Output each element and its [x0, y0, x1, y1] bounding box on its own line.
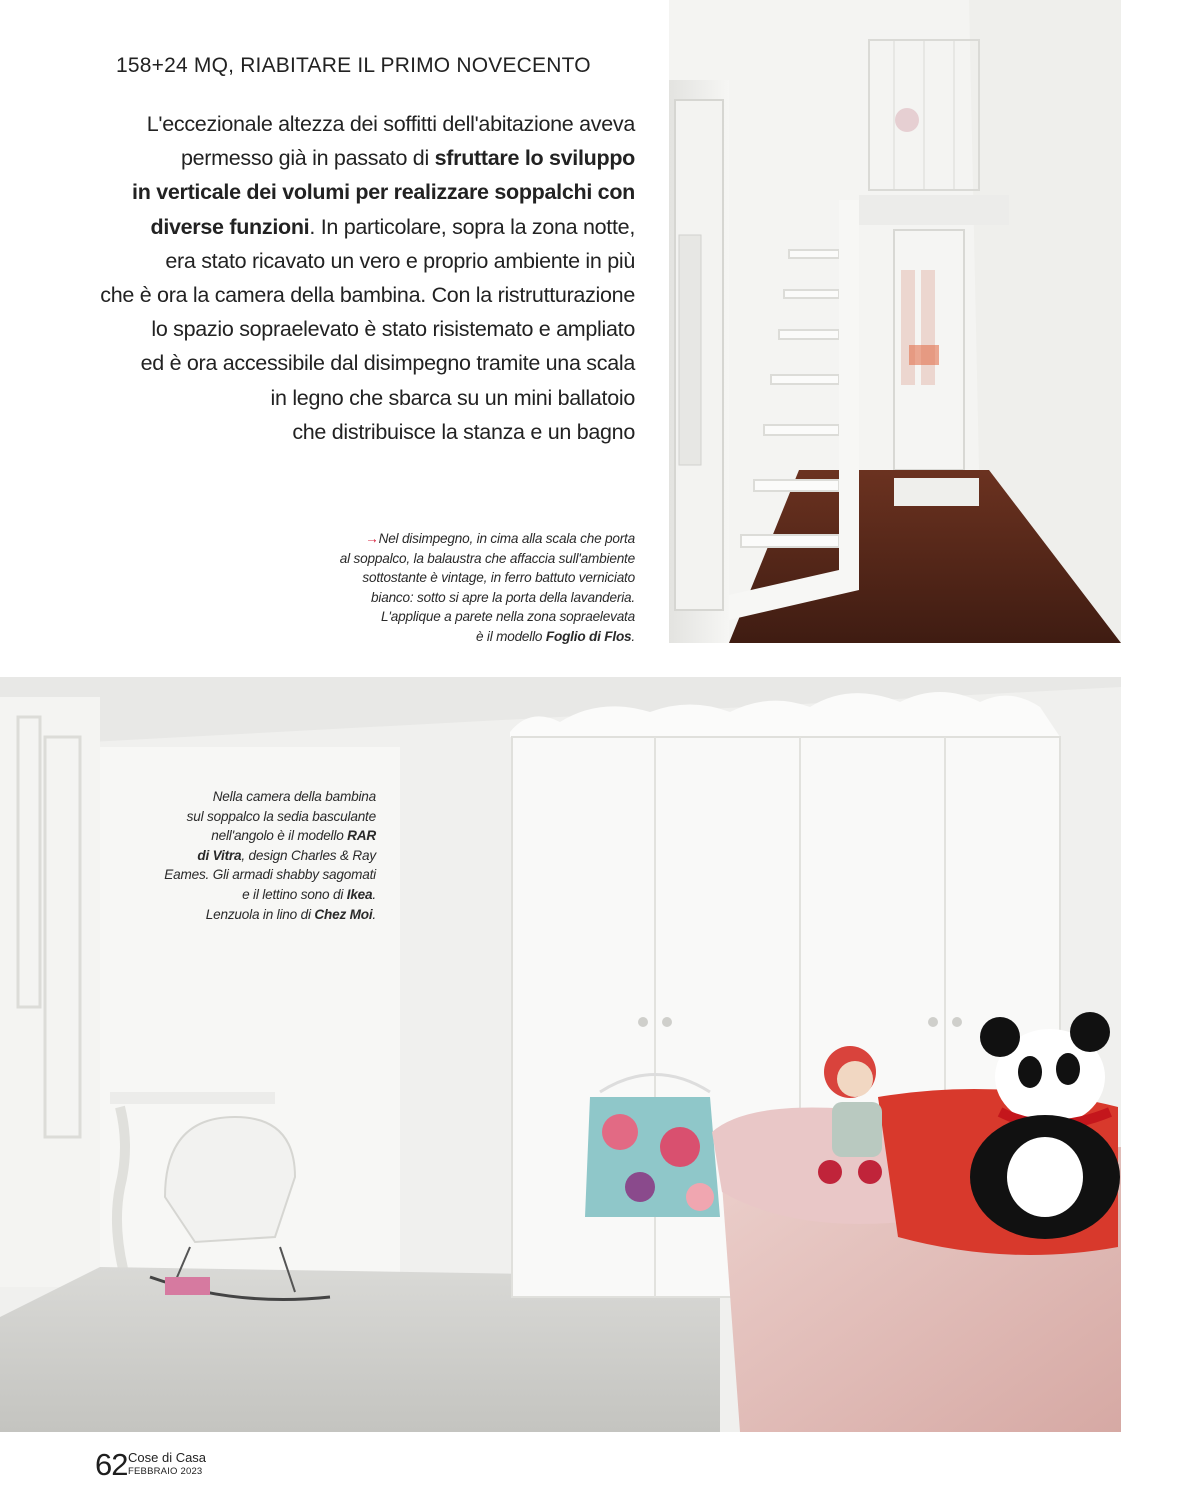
text-segment: Lenzuola in lino di	[205, 906, 315, 922]
text-segment: che distribuisce la stanza e un bagno	[292, 419, 635, 444]
text-segment: sul soppalco la sedia basculante	[186, 808, 376, 824]
bedroom-caption	[120, 787, 376, 924]
section-title: 158+24 MQ, RIABITARE IL PRIMO NOVECENTO	[116, 54, 591, 77]
text-line	[120, 885, 376, 905]
text-line	[98, 312, 635, 346]
text-line	[98, 415, 635, 449]
text-line	[120, 905, 376, 925]
text-segment: era stato ricavato un vero e proprio ambiente in più	[165, 248, 635, 273]
bold-text: di Vitra	[197, 847, 242, 863]
text-segment: , design Charles & Ray	[241, 847, 376, 863]
text-segment: .	[372, 906, 376, 922]
text-line	[290, 607, 635, 627]
text-line	[98, 175, 635, 209]
bold-text: Foglio di Flos	[545, 628, 632, 644]
text-segment: al soppalco, la balaustra che affaccia sull'ambiente	[339, 550, 635, 566]
text-line	[98, 107, 635, 141]
text-segment: permesso già in passato di	[180, 146, 435, 171]
hallway-stair-photo	[669, 0, 1121, 643]
text-line	[98, 381, 635, 415]
magazine-name: Cose di Casa	[128, 1450, 207, 1465]
text-segment: lo spazio sopraelevato è stato risistemato e ampliato	[151, 317, 635, 342]
hallway-caption	[290, 529, 635, 647]
text-segment: .	[631, 628, 635, 644]
arrow-right-icon: →	[365, 531, 379, 546]
bold-text: Ikea	[346, 886, 373, 902]
text-segment: che è ora la camera della bambina. Con la ristrutturazione	[100, 283, 635, 308]
text-line	[98, 210, 635, 244]
text-line	[120, 787, 376, 807]
text-line	[98, 278, 635, 312]
text-segment: nell'angolo è il modello	[211, 828, 348, 844]
bold-text: RAR	[347, 828, 376, 844]
text-segment: L'applique a parete nella zona sopraelevata	[381, 609, 635, 625]
text-line	[290, 588, 635, 608]
text-segment: . In particolare, sopra la zona notte,	[309, 214, 635, 239]
text-line	[98, 141, 635, 175]
text-line	[120, 826, 376, 846]
text-segment: Nella camera della bambina	[212, 789, 376, 804]
bold-text: in verticale dei volumi per realizzare soppalchi con	[132, 180, 635, 205]
text-segment: L'eccezionale altezza dei soffitti dell'abitazione aveva	[146, 112, 635, 136]
bold-text: sfruttare lo sviluppo	[434, 146, 635, 171]
text-line	[120, 807, 376, 827]
text-line	[290, 568, 635, 588]
text-segment: Nel disimpegno, in cima alla scala che porta	[378, 531, 635, 546]
bold-text: Chez Moi	[314, 906, 373, 922]
bold-text: diverse funzioni	[150, 214, 310, 239]
text-line	[290, 549, 635, 569]
text-line	[98, 244, 635, 278]
text-line	[290, 529, 635, 549]
text-segment: sottostante è vintage, in ferro battuto verniciato	[362, 570, 635, 586]
text-segment: e il lettino sono di	[242, 886, 347, 902]
text-line	[290, 627, 635, 647]
page-number: 62	[95, 1447, 128, 1482]
text-line	[120, 846, 376, 866]
text-line	[120, 865, 376, 885]
text-segment: in legno che sbarca su un mini ballatoio	[270, 385, 635, 410]
text-segment: .	[372, 886, 376, 902]
text-segment: è il modello	[475, 628, 546, 644]
lead-paragraph	[98, 107, 635, 449]
text-segment: bianco: sotto si apre la porta della lavanderia.	[371, 589, 635, 605]
text-segment: ed è ora accessibile dal disimpegno tramite una scala	[140, 351, 635, 376]
magazine-issue: FEBBRAIO 2023	[128, 1466, 203, 1477]
text-segment: Eames. Gli armadi shabby sagomati	[164, 867, 376, 883]
text-line	[98, 346, 635, 380]
